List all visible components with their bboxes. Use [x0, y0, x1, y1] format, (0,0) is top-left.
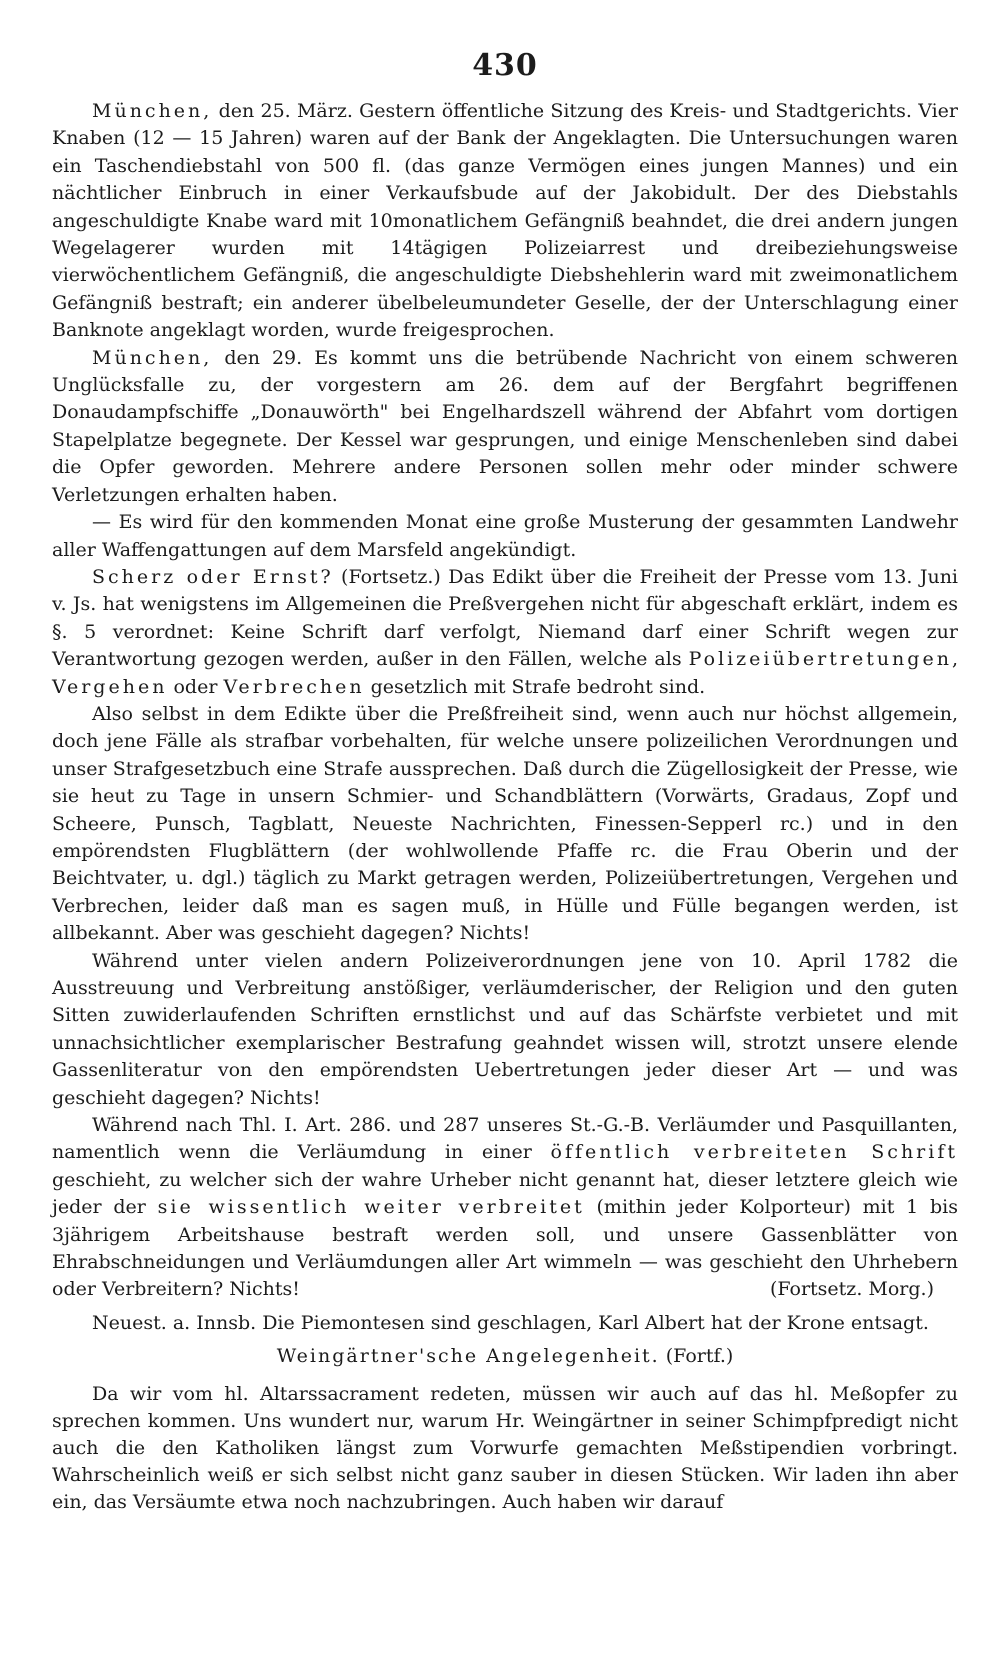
article-dateline: München, [92, 346, 213, 369]
essay-paragraph-last: Während nach Thl. I. Art. 286. und 287 unseres St.-G.-B. Verläumder und Pasquillanten, namentlich wenn die Verläumdung in einer öffentlich verbreiteten Schrift geschieht, zu welcher sich der wahre Urheber nicht genannt hat, dieser letztere gleich wie jeder der sie wissentlich weiter verbreitet (mithin jeder Kolporteur) mit 1 bis 3jährigem Arbeitshause bestraft werden soll, und unsere Gassenblätter von Ehrabschneidungen und Verläumdungen aller Art wimmeln — was geschieht den Uhrhebern oder Verbreitern? Nichts! (Fortsetz. Morg.) [52, 1112, 958, 1304]
article-landwehr [52, 509, 958, 564]
essay-title: Scherz oder Ernst? [92, 565, 334, 588]
section-suffix: (Fortf.) [659, 1345, 734, 1368]
term-misdemeanours: Vergehen [52, 675, 168, 698]
article-text: den 29. Es kommt uns die betrübende Nachricht von einem schweren Unglücksfalle zu, der vorgestern am 26. dem auf der Bergfahrt begriffenen Donaudampfschiffe „Donauwörth" bei Engelhardszell während der Abfahrt vom dortigen Stapelplatze begegnete. Der Kessel war gesprungen, und einige Menschenleben sind dabei die Opfer geworden. Mehrere andere Personen sollen mehr oder minder schwere Verletzungen erhalten haben. [52, 346, 958, 506]
article-munich-court [52, 98, 958, 345]
section-title: Weingärtner'sche Angelegenheit. [276, 1345, 660, 1368]
essay-paragraph: Also selbst in dem Edikte über die Preßfreiheit sind, wenn auch nur höchst allgemein, doch jene Fälle als strafbar vorbehalten, für welche unsere polizeilichen Verordnungen und unser Strafgesetzbuch eine Strafe aussprechen. Daß durch die Zügellosigkeit der Presse, wie sie heut zu Tage in unsern Schmier- und Schandblättern (Vorwärts, Gradaus, Zopf und Scheere, Punsch, Tagblatt, Neueste Nachrichten, Finessen-Sepperl rc.) und in den empörendsten Flugblättern (der wohlwollende Pfaffe rc. die Frau Oberin und der Beichtvater, u. dgl.) täglich zu Markt getragen werden, Polizeiübertretungen, Vergehen und Verbrechen, leider daß man es sagen muß, in Hülle und Fülle begangen werden, ist allbekannt. Aber was geschieht dagegen? Nichts! [52, 702, 958, 945]
essay-paragraph: Während unter vielen andern Polizeiverordnungen jene von 10. April 1782 die Ausstreuung und Verbreitung anstößiger, verläumderischer, der Religion und den guten Sitten zuwiderlaufenden Schriften ernstlichst und auf das Schärfste verbietet und mit unnachsichtlicher exemplarischer Bestrafung geahndet wissen will, strotzt unsere elende Gassenliteratur von den empörendsten Uebertretungen jeder dieser Art — und was geschieht dagegen? Nichts! [52, 949, 958, 1109]
article-munich-steamship [52, 345, 958, 509]
term-police-offences: Polizeiübertretungen [688, 648, 952, 671]
newspaper-page [52, 48, 958, 1638]
page-number: 430 [472, 48, 538, 83]
weingaertner-text: Da wir vom hl. Altarssacrament redeten, müssen wir auch auf das hl. Meßopfer zu sprechen kommen. Uns wundert nur, warum Hr. Weingärtner in seiner Schimpfpredigt nicht auch die den Katholiken längst zum Vorwurfe gemachten Meßstipendien vorbringt. Wahrscheinlich weiß er sich selbst nicht ganz sauber in diesen Stücken. Wir laden ihn aber ein, das Versäumte etwa noch nachzubringen. Auch haben wir darauf [52, 1383, 958, 1514]
term-crimes: Verbrechen [223, 675, 365, 698]
spaced-phrase: sie wissentlich weiter verbreitet [157, 1196, 585, 1219]
newest-news: Neuest. a. Innsb. Die Piemontesen sind geschlagen, Karl Albert hat der Krone entsagt. [92, 1311, 929, 1334]
continued-note: (Fortsetz. Morg.) [769, 1278, 934, 1301]
article-text: — Es wird für den kommenden Monat eine große Musterung der gesammten Landwehr aller Waffengattungen auf dem Marsfeld angekündigt. [52, 511, 958, 561]
section-heading [52, 1341, 958, 1371]
essay-intro: Scherz oder Ernst? (Fortsetz.) Das Edikt über die Freiheit der Presse vom 13. Juni v. Js. hat wenigstens im Allgemeinen die Preßvergehen nicht für abgeschaft erklärt, indem es §. 5 verordnet: Keine Schrift darf verfolgt, Niemand darf einer Schrift wegen zur Verantwortung gezogen werden, außer in den Fällen, welche als Polizeiübertretungen, Vergehen oder Verbrechen gesetzlich mit Strafe bedroht sind. [52, 565, 959, 698]
spaced-phrase: öffentlich verbreiteten Schrift [550, 1141, 959, 1164]
article-dateline: München, [92, 100, 213, 122]
article-text: den 25. März. Gestern öffentliche Sitzung des Kreis- und Stadtgerichts. Vier Knaben (12 — 15 Jahren) waren auf der Bank der Angeklagten. Die Untersuchungen waren ein Taschendiebstahl von 500 fl. (das ganze Vermögen eines jungen Mannes) und ein nächtlicher Einbruch in einer Verkaufsbude auf der Jakobidult. Der des Diebstahls angeschuldigte Knabe ward mit 10monatlichem Gefängniß beahndet, die drei andern jungen Wegelagerer wurden mit 14tägigen Polizeiarrest und dreibeziehungsweise vierwöchentlichem Gefängniß, die angeschuldigte Diebshehlerin ward mit zweimonatlichem Gefängniß bestraft; ein anderer übelbeleumundeter Geselle, der der Unterschlagung einer Banknote angeklagt worden, wurde freigesprochen. [52, 100, 958, 342]
